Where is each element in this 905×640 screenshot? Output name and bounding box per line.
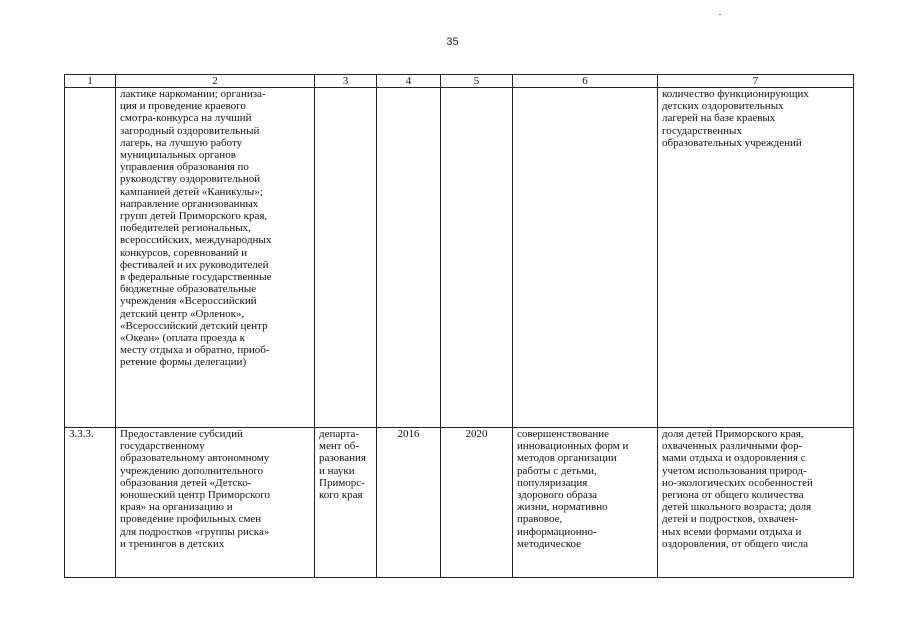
scan-artifact [719, 14, 721, 15]
table-header-row [65, 75, 854, 88]
header-cell: 7 [658, 75, 854, 88]
executor-cell [315, 88, 377, 428]
start-year-cell [377, 88, 441, 428]
header-cell: 4 [377, 75, 441, 88]
row-number-cell [65, 88, 116, 428]
header-cell: 2 [116, 75, 315, 88]
result-cell [513, 88, 658, 428]
activity-cell: Предоставление субсидий государственному образовательному автономному учреждению дополнительного образования детей «Детско- юношеский центр Приморского края» на организацию и проведение профильных смен для подростков «группы риска» и тренингов в детских [116, 428, 315, 578]
result-cell: совершенствование инновационных форм и методов организации работы с детьми, популяризация здорового образа жизни, нормативно правовое, информационно- методическое [513, 428, 658, 578]
executor-cell: департа- мент об- разования и науки Приморс- кого края [315, 428, 377, 578]
row-number-cell: 3.3.3. [65, 428, 116, 578]
indicator-cell: доля детей Приморского края, охваченных различными фор- мами отдыха и оздоровления с учетом использования природ- но-экологических особенностей региона от общего количества детей школьного возраста; доля детей и подростков, охвачен- ных всеми формами отдыха и оздоровления, от общего числа [658, 428, 854, 578]
start-year-cell: 2016 [377, 428, 441, 578]
header-cell: 6 [513, 75, 658, 88]
table-row [65, 428, 854, 578]
table-row [65, 88, 854, 428]
indicator-cell: количество функционирующих детских оздоровительных лагерей на базе краевых государственных образовательных учреждений [658, 88, 854, 428]
end-year-cell [441, 88, 513, 428]
header-cell: 3 [315, 75, 377, 88]
activity-cell: лактике наркомании; организа- ция и проведение краевого смотра-конкурса на лучший загородный оздоровительный лагерь, на лучшую работу муниципальных органов управления образования по руководству оздоровительной кампанией детей «Каникулы»; направление организованных групп детей Приморского края, победителей региональных, всероссийских, международных конкурсов, соревнований и фестивалей и их руководителей в федеральные государственные бюджетные образовательные учреждения «Всероссийский детский центр «Орленок», «Всероссийский детский центр «Океан» (оплата проезда к месту отдыха и обратно, приоб- ретение формы делегации) [116, 88, 315, 428]
end-year-cell: 2020 [441, 428, 513, 578]
header-cell: 1 [65, 75, 116, 88]
header-cell: 5 [441, 75, 513, 88]
page-number: 35 [446, 36, 459, 48]
program-table [64, 74, 854, 578]
